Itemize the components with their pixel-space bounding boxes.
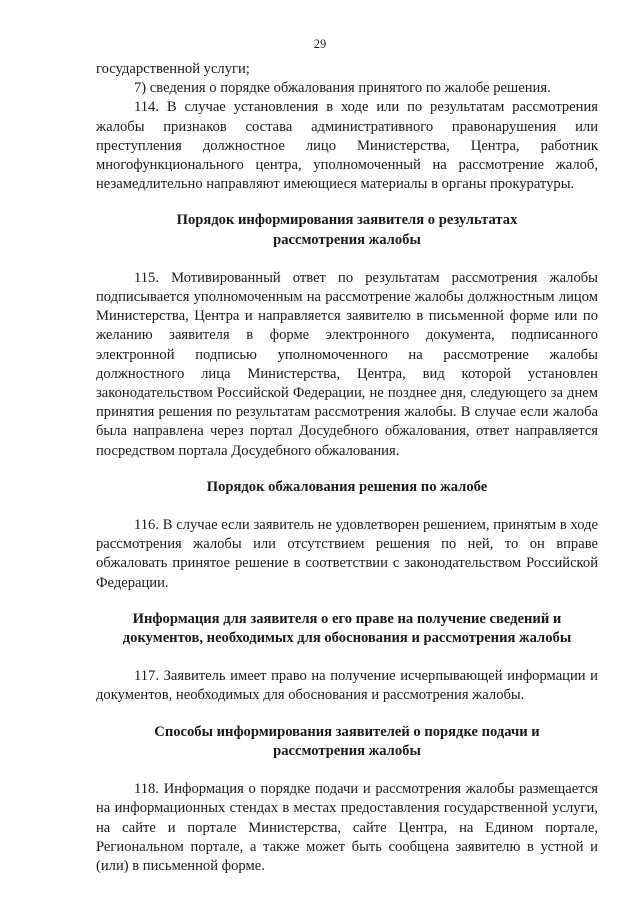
- section-heading-informing-results: Порядок информирования заявителя о результатах рассмотрения жалобы: [176, 212, 518, 248]
- paragraph-115: 115. Мотивированный ответ по результатам рассмотрения жалобы подписывается уполномоченным на рассмотрение жалобы должностным лицом Министерства, Центра и направляется заявителю в письменной форме или по желанию заявителя в форме электронного документа, подписанного электронной подписью уполномоченного на рассмотрение жалобы должностного лица Министерства, Центра, вид которой установлен законодательством Российской Федерации, не позднее дня, следующего за днем принятия решения по результатам рассмотрения жалобы. В случае если жалоба была направлена через портал Досудебного обжалования, ответ направляется посредством портала Досудебного обжалования.: [96, 269, 598, 459]
- page-number: 29: [313, 37, 327, 51]
- paragraph-117: 117. Заявитель имеет право на получение исчерпывающей информации и документов, необходимых для обоснования и рассмотрения жалобы.: [96, 668, 598, 704]
- document-body: [96, 60, 598, 876]
- paragraph-118: 118. Информация о порядке подачи и рассмотрения жалобы размещается на информационных стендах в местах предоставления государственной услуги, на сайте и портале Министерства, сайте Центра, на Едином портале, Региональном портале, а также может быть сообщена заявителю в устной и (или) в письменной форме.: [96, 781, 598, 874]
- section-heading-informing-methods: Способы информирования заявителей о порядке подачи и рассмотрения жалобы: [154, 723, 540, 759]
- paragraph-114: 114. В случае установления в ходе или по результатам рассмотрения жалобы признаков состава административного правонарушения или преступления должностное лицо Министерства, Центра, работник многофункционального центра, уполномоченный на рассмотрение жалоб, незамедлительно направляют имеющиеся материалы в органы прокуратуры.: [96, 99, 598, 193]
- paragraph-intro-end: государственной услуги;: [96, 61, 250, 77]
- section-heading-appeal-decision: Порядок обжалования решения по жалобе: [206, 478, 488, 495]
- paragraph-116: 116. В случае если заявитель не удовлетворен решением, принятым в ходе рассмотрения жалобы или отсутствием решения по ней, то он вправе обжаловать принятое решение в соответствии с законодательством Российской Федерации.: [96, 517, 598, 591]
- section-heading-right-to-information: Информация для заявителя о его праве на получение сведений и документов, необходимых для обоснования и рассмотрения жалобы: [122, 610, 572, 647]
- paragraph-item-7: 7) сведения о порядке обжалования принятого по жалобе решения.: [134, 80, 551, 97]
